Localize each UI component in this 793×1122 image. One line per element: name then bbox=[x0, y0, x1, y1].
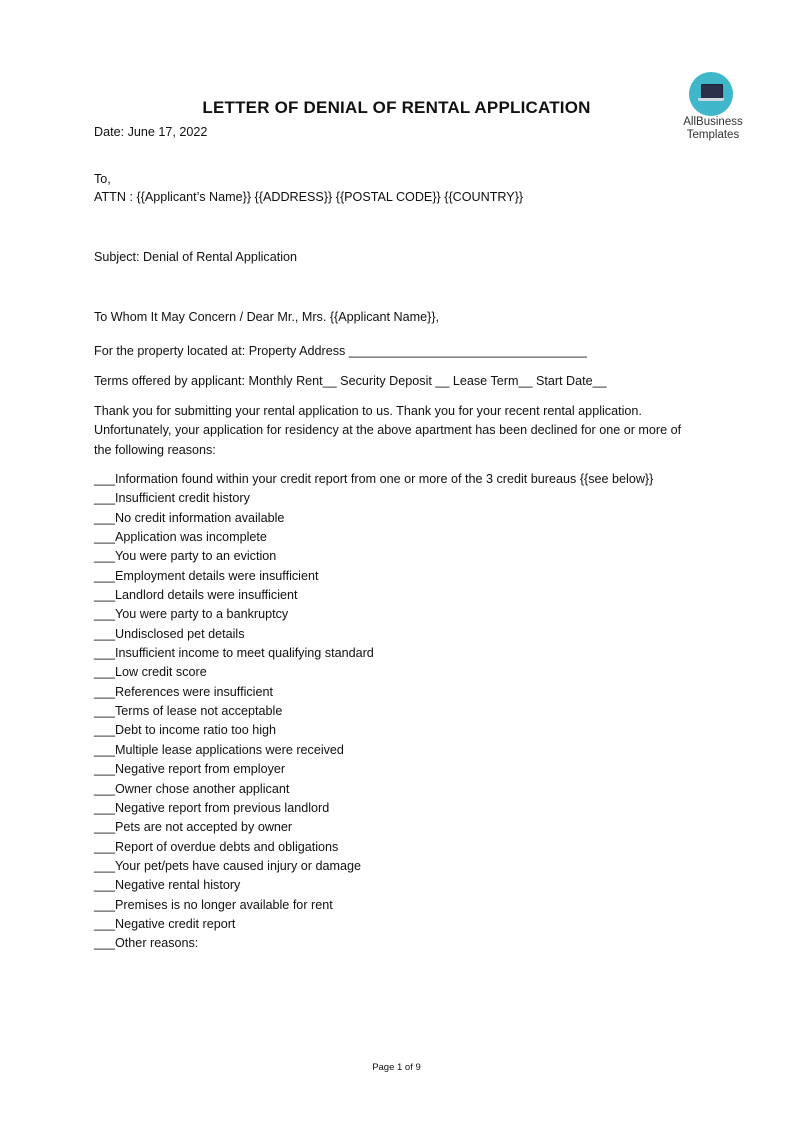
list-item: ___Negative rental history bbox=[94, 878, 241, 893]
list-item: ___Insufficient income to meet qualifying standard bbox=[94, 646, 374, 661]
letter-date: Date: June 17, 2022 bbox=[94, 125, 208, 139]
list-item: ___Application was incomplete bbox=[94, 530, 267, 545]
list-item: ___Landlord details were insufficient bbox=[94, 588, 298, 603]
list-item: ___You were party to an eviction bbox=[94, 549, 277, 564]
list-item: ___Owner chose another applicant bbox=[94, 781, 290, 796]
list-item: ___Undisclosed pet details bbox=[94, 626, 245, 641]
list-item: ___Employment details were insufficient bbox=[94, 568, 319, 583]
list-item: ___Insufficient credit history bbox=[94, 491, 250, 506]
recipient-to: To, bbox=[94, 172, 111, 186]
list-item: ___Information found within your credit report from one or more of the 3 credit bureaus {{see below}} bbox=[94, 472, 654, 486]
logo-text-line2: Templates bbox=[686, 129, 740, 141]
recipient-attn: ATTN : {{Applicant’s Name}} {{ADDRESS}} {{POSTAL CODE}} {{COUNTRY}} bbox=[94, 190, 524, 204]
logo-text-line1: AllBusiness bbox=[683, 116, 743, 128]
list-item: ___Terms of lease not acceptable bbox=[94, 704, 283, 719]
list-item: ___Negative credit report bbox=[94, 916, 236, 931]
list-item: ___References were insufficient bbox=[94, 684, 273, 699]
list-item: ___Negative report from employer bbox=[94, 762, 286, 777]
reasons-list bbox=[94, 470, 694, 954]
document-title: LETTER OF DENIAL OF RENTAL APPLICATION bbox=[202, 98, 591, 117]
list-item: ___You were party to a bankruptcy bbox=[94, 607, 289, 622]
property-address-line: For the property located at: Property Address __________________________________ bbox=[94, 344, 587, 358]
list-item: ___Multiple lease applications were received bbox=[94, 742, 344, 757]
letter-subject: Subject: Denial of Rental Application bbox=[94, 250, 298, 264]
intro-paragraph: Thank you for submitting your rental application to us. Thank you for your recent rental application. Unfortunately, your application for residency at the above apartment has been declined for one or more of the following reasons: bbox=[94, 404, 682, 457]
list-item: ___Pets are not accepted by owner bbox=[94, 820, 293, 835]
list-item: ___Report of overdue debts and obligations bbox=[94, 839, 339, 854]
list-item: ___Your pet/pets have caused injury or damage bbox=[94, 858, 361, 873]
salutation: To Whom It May Concern / Dear Mr., Mrs. {{Applicant Name}}, bbox=[94, 310, 440, 324]
list-item: ___Debt to income ratio too high bbox=[94, 723, 277, 738]
logo-text bbox=[676, 116, 750, 142]
page-number: Page 1 of 9 bbox=[372, 1062, 421, 1073]
list-item: ___Other reasons: bbox=[94, 936, 199, 951]
list-item: ___Premises is no longer available for rent bbox=[94, 897, 333, 912]
list-item: ___Low credit score bbox=[94, 665, 207, 680]
list-item: ___No credit information available bbox=[94, 510, 285, 525]
list-item: ___Negative report from previous landlord bbox=[94, 800, 330, 815]
terms-line: Terms offered by applicant: Monthly Rent__ Security Deposit __ Lease Term__ Start Date__ bbox=[94, 374, 607, 388]
